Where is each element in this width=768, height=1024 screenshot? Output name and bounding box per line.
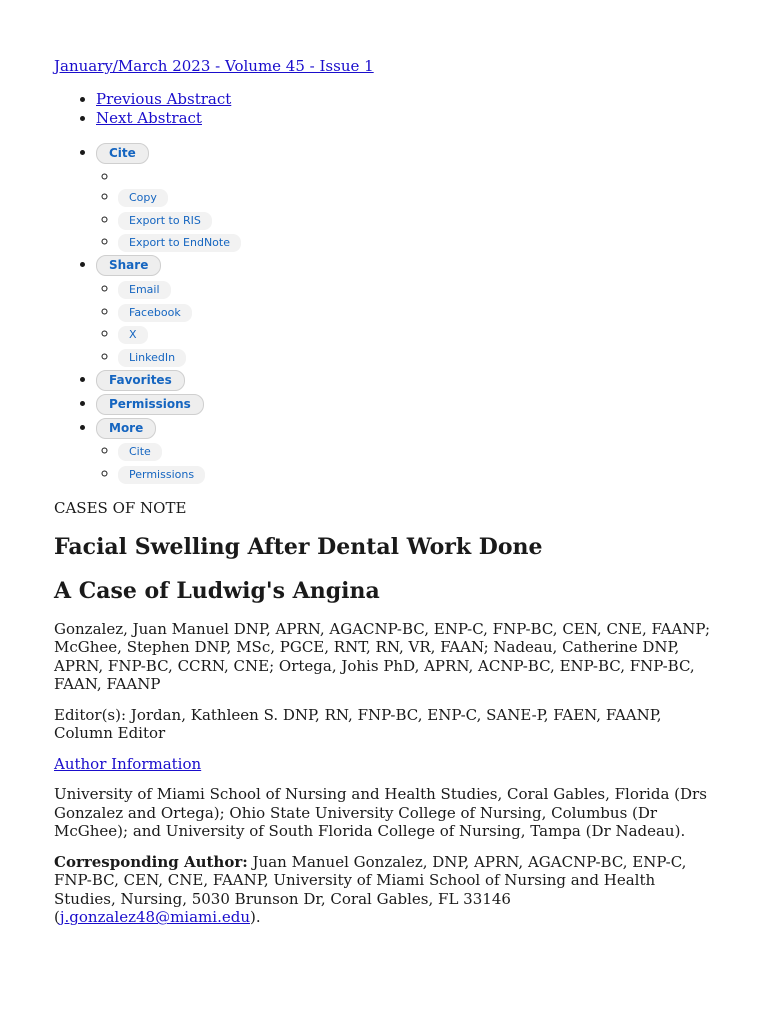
- next-abstract-link[interactable]: Next Abstract: [96, 109, 202, 127]
- share-menu-item: [118, 324, 714, 344]
- article-title: Facial Swelling After Dental Work Done: [54, 533, 543, 560]
- affiliations: University of Miami School of Nursing and Health Studies, Coral Gables, Florida (Drs Gonzalez and Ortega); Ohio State University College of Nursing, Columbus (Dr McGhee); and University of South Florida College of Nursing, Tampa (Dr Nadeau).: [54, 785, 707, 841]
- copy-citation-button[interactable]: Copy: [118, 189, 168, 207]
- abstract-nav: [54, 90, 714, 128]
- more-menu-item: [118, 441, 714, 461]
- export-endnote-button[interactable]: Export to EndNote: [118, 234, 241, 252]
- cite-menu-item: [118, 187, 714, 207]
- corresponding-author-details: Juan Manuel Gonzalez, DNP, APRN, AGACNP-BC, ENP-C, FNP-BC, CEN, CNE, FAANP, University of Miami School of Nursing and Health Studies, Nursing, 5030 Brunson Dr, Coral Gables, FL 33146 (: [54, 852, 687, 927]
- nav-item-previous: [96, 90, 714, 109]
- tool-more: [96, 417, 714, 484]
- share-menu-item: [118, 279, 714, 299]
- more-button[interactable]: More: [96, 418, 156, 439]
- cite-button[interactable]: Cite: [96, 143, 149, 164]
- author-information-link[interactable]: Author Information: [54, 754, 202, 773]
- corresponding-author-label: Corresponding Author:: [54, 852, 248, 871]
- share-button[interactable]: Share: [96, 255, 161, 276]
- article-tools: [54, 142, 714, 484]
- export-ris-button[interactable]: Export to RIS: [118, 212, 212, 230]
- tool-favorites: [96, 369, 714, 391]
- more-menu: [96, 441, 714, 484]
- editor-list: Editor(s): Jordan, Kathleen S. DNP, RN, FNP-BC, ENP-C, SANE-P, FAEN, FAANP, Column Editor: [54, 705, 662, 743]
- tool-cite: [96, 142, 714, 252]
- share-linkedin-button[interactable]: LinkedIn: [118, 349, 186, 367]
- share-x-button[interactable]: X: [118, 326, 148, 344]
- previous-abstract-link[interactable]: Previous Abstract: [96, 90, 232, 108]
- cite-menu-empty-item: [118, 167, 714, 185]
- share-menu: [96, 279, 714, 367]
- favorites-button[interactable]: Favorites: [96, 370, 185, 391]
- cite-menu: [96, 167, 714, 253]
- corresponding-author: [54, 853, 714, 927]
- cite-menu-item: [118, 210, 714, 230]
- permissions-button[interactable]: Permissions: [96, 394, 204, 415]
- share-facebook-button[interactable]: Facebook: [118, 304, 192, 322]
- more-menu-item: [118, 464, 714, 484]
- author-information: [54, 755, 714, 774]
- share-menu-item: [118, 347, 714, 367]
- cite-menu-item: [118, 232, 714, 252]
- corresponding-email-link[interactable]: j.gonzalez48@miami.edu: [59, 908, 250, 927]
- article-subtitle: A Case of Ludwig's Angina: [54, 577, 380, 604]
- tool-permissions: [96, 393, 714, 415]
- nav-item-next: [96, 109, 714, 128]
- corresponding-author-end: ).: [249, 908, 261, 927]
- more-cite-button[interactable]: Cite: [118, 443, 162, 461]
- issue-link[interactable]: January/March 2023 - Volume 45 - Issue 1: [54, 57, 374, 75]
- article-section-label: CASES OF NOTE: [54, 498, 187, 517]
- author-list: Gonzalez, Juan Manuel DNP, APRN, AGACNP-BC, ENP-C, FNP-BC, CEN, CNE, FAANP; McGhee, Stephen DNP, MSc, PGCE, RNT, RN, VR, FAAN; Nadeau, Catherine DNP, APRN, FNP-BC, CCRN, CNE; Ortega, Johis PhD, APRN, ACNP-BC, ENP-BC, FNP-BC, FAAN, FAANP: [54, 619, 711, 694]
- more-permissions-button[interactable]: Permissions: [118, 466, 205, 484]
- share-menu-item: [118, 302, 714, 322]
- tool-share: [96, 254, 714, 366]
- share-email-button[interactable]: Email: [118, 281, 171, 299]
